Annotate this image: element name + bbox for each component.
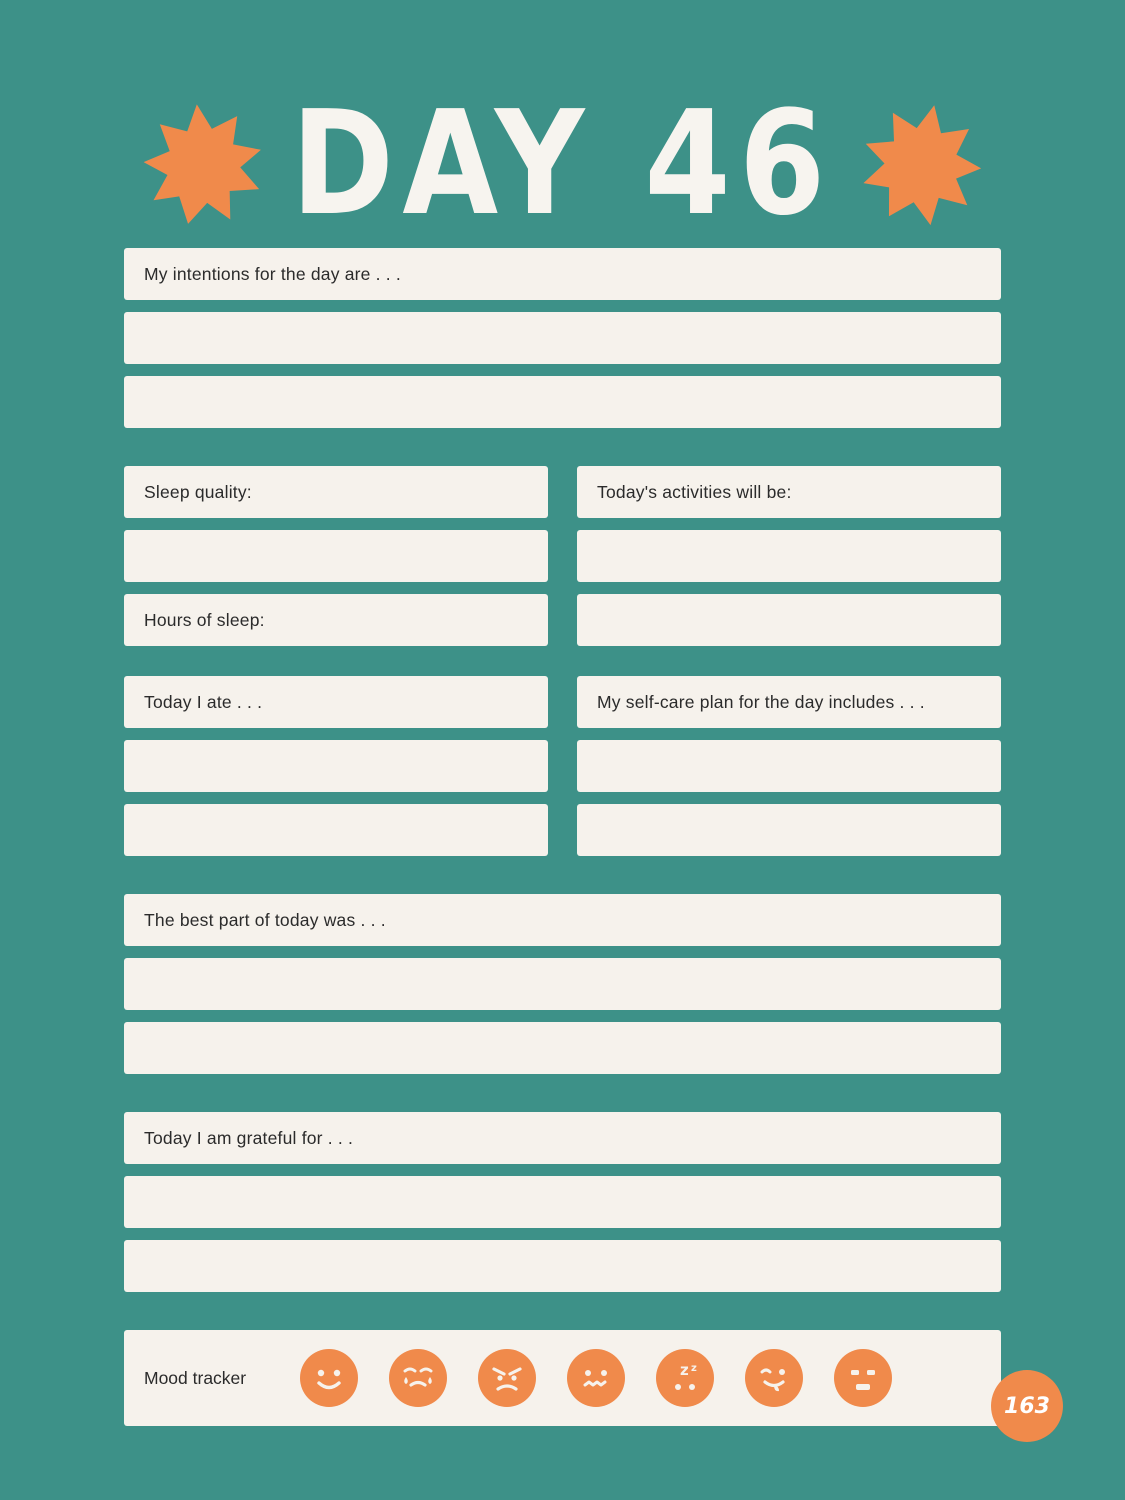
write-line-grateful-1[interactable] [124,1176,1001,1228]
svg-text:z: z [680,1361,689,1379]
svg-text:z: z [691,1363,697,1374]
field-label-intentions: My intentions for the day are . . . [124,248,1001,300]
col-today-i-ate [124,676,548,868]
playful-face-icon[interactable] [745,1349,803,1407]
row-sleep-activities [124,466,1001,658]
mood-tracker [124,1330,1001,1426]
star-burst-icon [852,93,992,233]
write-line-today-i-ate-2[interactable] [124,804,548,856]
write-line-today-i-ate-1[interactable] [124,740,548,792]
write-line-sleep-quality-1[interactable] [124,530,548,582]
write-line-intentions-1[interactable] [124,312,1001,364]
field-label-today-i-ate: Today I ate . . . [124,676,548,728]
write-line-activities-1[interactable] [577,530,1001,582]
write-line-self-care-2[interactable] [577,804,1001,856]
page-header [0,78,1125,247]
sleepy-face-icon[interactable] [656,1349,714,1407]
page-number-badge: 163 [991,1370,1063,1442]
happy-face-icon[interactable] [300,1349,358,1407]
write-line-grateful-2[interactable] [124,1240,1001,1292]
confused-face-icon[interactable] [567,1349,625,1407]
angry-face-icon[interactable] [478,1349,536,1407]
field-label-sleep-quality: Sleep quality: [124,466,548,518]
crying-face-icon[interactable] [389,1349,447,1407]
star-burst-icon [138,98,268,228]
write-line-best-part-1[interactable] [124,958,1001,1010]
mood-tracker-label: Mood tracker [144,1367,247,1388]
field-label-grateful: Today I am grateful for . . . [124,1112,1001,1164]
col-sleep [124,466,548,658]
write-line-self-care-1[interactable] [577,740,1001,792]
fields-area [124,248,1001,1426]
write-line-activities-2[interactable] [577,594,1001,646]
neutral-face-icon[interactable] [834,1349,892,1407]
col-self-care [577,676,1001,868]
write-line-best-part-2[interactable] [124,1022,1001,1074]
mood-face-list [300,1349,892,1407]
field-label-activities: Today's activities will be: [577,466,1001,518]
field-label-self-care: My self-care plan for the day includes . . . [577,676,1001,728]
field-label-best-part: The best part of today was . . . [124,894,1001,946]
col-activities [577,466,1001,658]
row-ate-selfcare [124,676,1001,868]
page-title: DAY 46 [291,78,834,247]
write-line-intentions-2[interactable] [124,376,1001,428]
field-label-hours-of-sleep: Hours of sleep: [124,594,548,646]
